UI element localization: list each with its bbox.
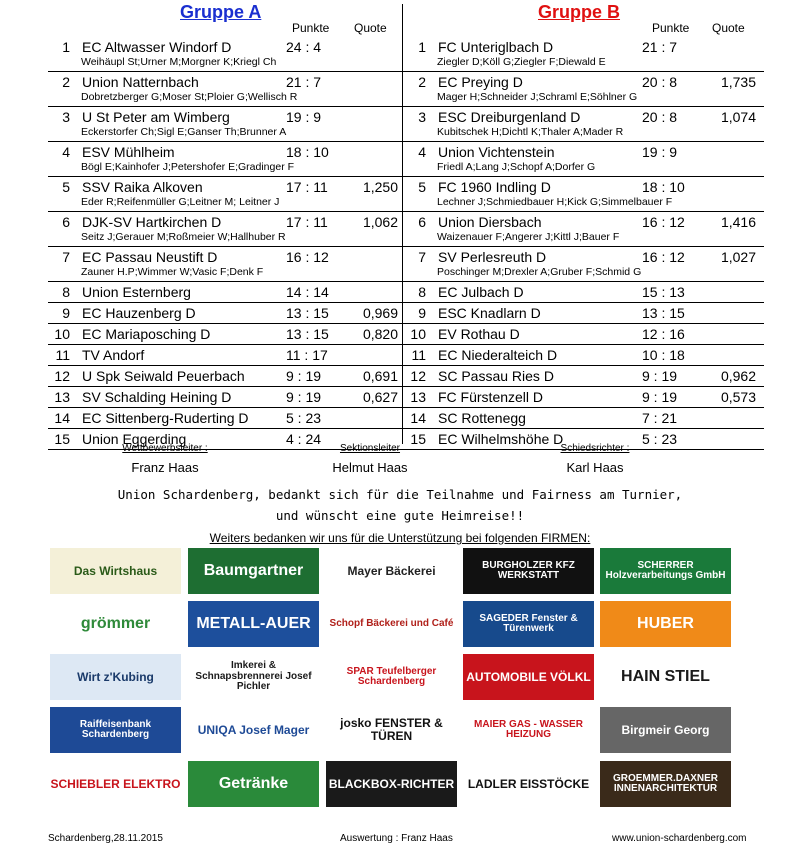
sponsor-logo: SPAR Teufelberger Schardenberg xyxy=(326,654,457,700)
points-cell: 21 : 7 xyxy=(642,39,678,55)
points-cell: 13 : 15 xyxy=(286,326,329,342)
standings-row xyxy=(48,387,438,408)
official-name: Karl Haas xyxy=(566,460,624,475)
standings-row xyxy=(404,282,764,303)
standings-row xyxy=(404,142,764,177)
standings-row xyxy=(48,366,438,387)
group-b-rows xyxy=(404,37,764,450)
team-name: U Spk Seiwald Peuerbach xyxy=(82,368,245,384)
team-name: Union Natternbach xyxy=(82,74,199,90)
official-name: Franz Haas xyxy=(131,460,199,475)
sponsor-logo: Getränke xyxy=(188,761,319,807)
standings-row xyxy=(404,107,764,142)
points-cell: 9 : 19 xyxy=(642,389,678,405)
quote-cell: 0,573 xyxy=(720,389,756,405)
team-name: EC Julbach D xyxy=(438,284,524,300)
official-role: Wettbewerbsleiter : xyxy=(122,443,208,454)
points-cell: 17 : 11 xyxy=(286,179,328,195)
player-list: Dobretzberger G;Moser St;Ploier G;Wellisch R xyxy=(81,91,298,103)
standings-row xyxy=(404,387,764,408)
standings-row xyxy=(48,212,438,247)
points-cell: 20 : 8 xyxy=(642,74,678,90)
player-list: Weihäupl St;Urner M;Morgner K;Kriegl Ch xyxy=(81,56,277,68)
rank-cell: 4 xyxy=(418,144,426,160)
standings-row xyxy=(48,142,438,177)
rank-cell: 9 xyxy=(62,305,70,321)
quote-cell: 0,962 xyxy=(720,368,756,384)
standings-row xyxy=(404,72,764,107)
official-role: Schiedsrichter : xyxy=(560,443,630,454)
points-cell: 7 : 21 xyxy=(642,410,678,426)
points-cell: 16 : 12 xyxy=(642,214,685,230)
team-name: Union Diersbach xyxy=(438,214,542,230)
team-name: U St Peter am Wimberg xyxy=(82,109,230,125)
sponsor-logo: AUTOMOBILE VÖLKL xyxy=(463,654,594,700)
standings-row xyxy=(48,345,438,366)
sponsor-logo: grömmer xyxy=(50,601,181,647)
sponsor-logo: METALL-AUER xyxy=(188,601,319,647)
quote-cell: 1,416 xyxy=(720,214,756,230)
standings-row xyxy=(404,212,764,247)
sponsor-logo: Birgmeir Georg xyxy=(600,707,731,753)
standings-row xyxy=(404,345,764,366)
team-name: ESC Dreiburgenland D xyxy=(438,109,581,125)
rank-cell: 8 xyxy=(418,284,426,300)
group-a-rows xyxy=(48,37,438,450)
points-cell: 18 : 10 xyxy=(286,144,329,160)
team-name: DJK-SV Hartkirchen D xyxy=(82,214,222,230)
player-list: Seitz J;Gerauer M;Roßmeier W;Hallhuber R xyxy=(81,231,286,243)
official-section-leader xyxy=(270,443,470,475)
rank-cell: 12 xyxy=(54,368,70,384)
team-name: SV Schalding Heining D xyxy=(82,389,232,405)
points-cell: 9 : 19 xyxy=(286,389,322,405)
standings-row xyxy=(48,324,438,345)
team-name: EC Altwasser Windorf D xyxy=(82,39,232,55)
rank-cell: 9 xyxy=(418,305,426,321)
sponsor-title: Weiters bedanken wir uns für die Unterstützung bei folgenden FIRMEN: xyxy=(209,531,591,545)
official-referee xyxy=(495,443,695,475)
quote-cell: 0,691 xyxy=(362,368,398,384)
team-name: EV Rothau D xyxy=(438,326,520,342)
standings-row xyxy=(48,282,438,303)
rank-cell: 10 xyxy=(410,326,426,342)
sponsor-logo: Imkerei & Schnapsbrennerei Josef Pichler xyxy=(188,654,319,700)
rank-cell: 6 xyxy=(418,214,426,230)
team-name: EC Passau Neustift D xyxy=(82,249,218,265)
standings-row xyxy=(48,247,438,282)
points-cell: 19 : 9 xyxy=(286,109,322,125)
sponsor-logo: Raiffeisenbank Schardenberg xyxy=(50,707,181,753)
quote-cell: 1,062 xyxy=(362,214,398,230)
standings-row xyxy=(48,107,438,142)
team-name: FC Fürstenzell D xyxy=(438,389,544,405)
rank-cell: 5 xyxy=(418,179,426,195)
points-cell: 10 : 18 xyxy=(642,347,685,363)
quote-cell: 1,074 xyxy=(720,109,756,125)
team-name: ESV Mühlheim xyxy=(82,144,175,160)
sponsor-logo: HAIN STIEL xyxy=(600,654,731,700)
team-name: ESC Knadlarn D xyxy=(438,305,541,321)
rank-cell: 12 xyxy=(410,368,426,384)
standings-row xyxy=(48,177,438,212)
footer-website[interactable]: www.union-schardenberg.com xyxy=(612,833,747,844)
rank-cell: 3 xyxy=(62,109,70,125)
sponsor-logo: Schopf Bäckerei und Café xyxy=(326,601,457,647)
group-a-quote-header: Quote xyxy=(354,21,387,35)
sponsor-logo: UNIQA Josef Mager xyxy=(188,707,319,753)
sponsor-logo: josko FENSTER & TÜREN xyxy=(326,707,457,753)
official-name: Helmut Haas xyxy=(332,460,408,475)
points-cell: 18 : 10 xyxy=(642,179,685,195)
standings-row xyxy=(404,408,764,429)
thanks-line-1: Union Schardenberg, bedankt sich für die Teilnahme und Fairness am Turnier, xyxy=(117,487,683,502)
standings-row xyxy=(404,37,764,72)
sponsor-logo: MAIER GAS - WASSER HEIZUNG xyxy=(463,707,594,753)
player-list: Ziegler D;Köll G;Ziegler F;Diewald E xyxy=(437,56,606,68)
sponsor-logo: BURGHOLZER KFZ WERKSTATT xyxy=(463,548,594,594)
rank-cell: 2 xyxy=(62,74,70,90)
standings-row xyxy=(48,303,438,324)
footer-date: Schardenberg,28.11.2015 xyxy=(48,833,163,844)
standings-row xyxy=(404,247,764,282)
player-list: Friedl A;Lang J;Schopf A;Dorfer G xyxy=(437,161,596,173)
team-name: SC Passau Ries D xyxy=(438,368,554,384)
sponsor-logo: GROEMMER.DAXNER INNENARCHITEKTUR xyxy=(600,761,731,807)
player-list: Bögl E;Kainhofer J;Petershofer E;Gradinger F xyxy=(81,161,295,173)
team-name: Union Esternberg xyxy=(82,284,191,300)
team-name: SV Perlesreuth D xyxy=(438,249,547,265)
footer-evaluation: Auswertung : Franz Haas xyxy=(340,833,453,844)
player-list: Eder R;Reifenmüller G;Leitner M; Leitner J xyxy=(81,196,280,208)
rank-cell: 11 xyxy=(411,347,426,363)
points-cell: 17 : 11 xyxy=(286,214,328,230)
team-name: EC Hauzenberg D xyxy=(82,305,196,321)
rank-cell: 5 xyxy=(62,179,70,195)
sponsor-logo: Das Wirtshaus xyxy=(50,548,181,594)
points-cell: 12 : 16 xyxy=(642,326,685,342)
rank-cell: 14 xyxy=(54,410,70,426)
standings-row xyxy=(48,37,438,72)
player-list: Kubitschek H;Dichtl K;Thaler A;Mader R xyxy=(437,126,624,138)
sponsor-logo: Wirt z'Kubing xyxy=(50,654,181,700)
rank-cell: 8 xyxy=(62,284,70,300)
sponsor-logo: BLACKBOX-RICHTER xyxy=(326,761,457,807)
team-name: Union Vichtenstein xyxy=(438,144,555,160)
group-b-points-header: Punkte xyxy=(652,21,690,35)
standings-row xyxy=(404,366,764,387)
rank-cell: 11 xyxy=(55,347,70,363)
team-name: FC Unteriglbach D xyxy=(438,39,554,55)
official-competition-leader xyxy=(65,443,265,475)
team-name: SC Rottenegg xyxy=(438,410,526,426)
team-name: EC Sittenberg-Ruderting D xyxy=(82,410,249,426)
points-cell: 20 : 8 xyxy=(642,109,678,125)
player-list: Eckerstorfer Ch;Sigl E;Ganser Th;Brunner A xyxy=(81,126,287,138)
player-list: Poschinger M;Drexler A;Gruber F;Schmid G xyxy=(437,266,642,278)
sponsor-logo: LADLER EISSTÖCKE xyxy=(463,761,594,807)
thanks-line-2: und wünscht eine gute Heimreise!! xyxy=(275,508,525,523)
standings-row xyxy=(404,177,764,212)
points-cell: 4 : 24 xyxy=(286,431,322,447)
group-b-quote-header: Quote xyxy=(712,21,745,35)
team-name: EC Niederalteich D xyxy=(438,347,558,363)
team-name: EC Preying D xyxy=(438,74,523,90)
team-name: TV Andorf xyxy=(82,347,145,363)
rank-cell: 13 xyxy=(410,389,426,405)
group-a-title: Gruppe A xyxy=(180,2,262,22)
group-divider xyxy=(402,4,403,444)
points-cell: 5 : 23 xyxy=(642,431,678,447)
rank-cell: 3 xyxy=(418,109,426,125)
rank-cell: 15 xyxy=(54,431,70,447)
team-name: Union Eggerding xyxy=(82,431,187,447)
group-a-points-header: Punkte xyxy=(292,21,330,35)
sponsor-logo: Mayer Bäckerei xyxy=(326,548,457,594)
sponsor-logo: SAGEDER Fenster & Türenwerk xyxy=(463,601,594,647)
player-list: Zauner H.P;Wimmer W;Vasic F;Denk F xyxy=(81,266,264,278)
points-cell: 13 : 15 xyxy=(286,305,329,321)
points-cell: 9 : 19 xyxy=(286,368,322,384)
rank-cell: 14 xyxy=(410,410,426,426)
sponsor-logo: Baumgartner xyxy=(188,548,319,594)
rank-cell: 10 xyxy=(54,326,70,342)
quote-cell: 1,027 xyxy=(720,249,756,265)
quote-cell: 0,820 xyxy=(362,326,398,342)
standings-row xyxy=(404,303,764,324)
rank-cell: 4 xyxy=(62,144,70,160)
rank-cell: 6 xyxy=(62,214,70,230)
points-cell: 11 : 17 xyxy=(286,347,328,363)
points-cell: 19 : 9 xyxy=(642,144,678,160)
points-cell: 9 : 19 xyxy=(642,368,678,384)
rank-cell: 7 xyxy=(62,249,70,265)
sponsor-logo: SCHERRER Holzverarbeitungs GmbH xyxy=(600,548,731,594)
rank-cell: 2 xyxy=(418,74,426,90)
sponsor-logo: SCHIEBLER ELEKTRO xyxy=(50,761,181,807)
player-list: Lechner J;Schmiedbauer H;Kick G;Simmelbauer F xyxy=(437,196,673,208)
standings-row xyxy=(404,324,764,345)
official-role: Sektionsleiter xyxy=(339,443,401,454)
team-name: EC Mariaposching D xyxy=(82,326,211,342)
rank-cell: 15 xyxy=(410,431,426,447)
team-name: SSV Raika Alkoven xyxy=(82,179,203,195)
group-b-title: Gruppe B xyxy=(538,2,621,22)
rank-cell: 7 xyxy=(418,249,426,265)
points-cell: 16 : 12 xyxy=(642,249,685,265)
rank-cell: 13 xyxy=(54,389,70,405)
sponsor-logo: HUBER xyxy=(600,601,731,647)
player-list: Waizenauer F;Angerer J;Kittl J;Bauer F xyxy=(437,231,620,243)
rank-cell: 1 xyxy=(62,39,70,55)
quote-cell: 1,735 xyxy=(720,74,756,90)
points-cell: 15 : 13 xyxy=(642,284,685,300)
quote-cell: 0,969 xyxy=(362,305,398,321)
standings-row xyxy=(48,72,438,107)
points-cell: 16 : 12 xyxy=(286,249,329,265)
points-cell: 21 : 7 xyxy=(286,74,322,90)
points-cell: 14 : 14 xyxy=(286,284,329,300)
quote-cell: 0,627 xyxy=(362,389,398,405)
points-cell: 13 : 15 xyxy=(642,305,685,321)
team-name: EC Wilhelmshöhe D xyxy=(438,431,564,447)
rank-cell: 1 xyxy=(418,39,426,55)
team-name: FC 1960 Indling D xyxy=(438,179,551,195)
player-list: Mager H;Schneider J;Schraml E;Söhlner G xyxy=(437,91,638,103)
points-cell: 5 : 23 xyxy=(286,410,322,426)
quote-cell: 1,250 xyxy=(362,179,398,195)
points-cell: 24 : 4 xyxy=(286,39,322,55)
standings-row xyxy=(48,408,438,429)
